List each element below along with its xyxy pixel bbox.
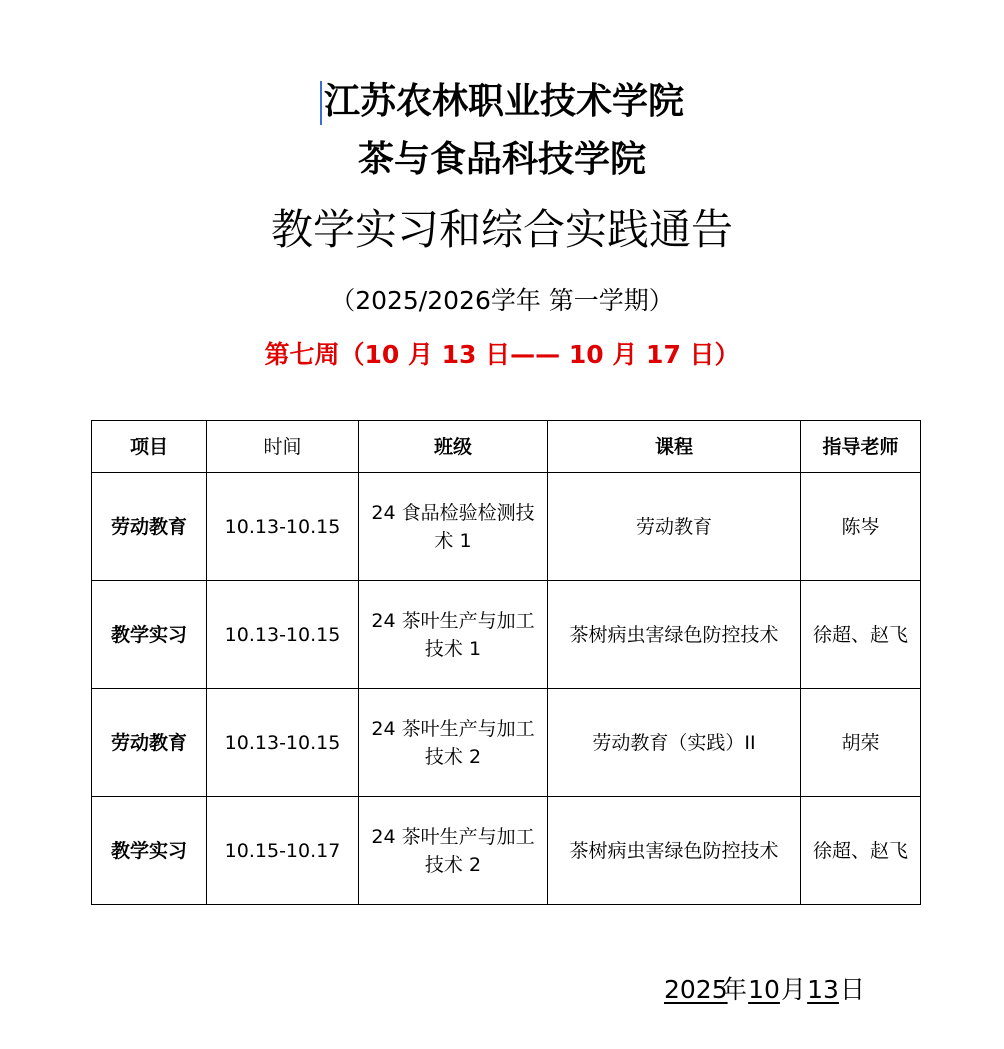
school-name-heading (0, 78, 1004, 126)
column-header-class: 班级 (359, 421, 548, 473)
cell-teacher: 徐超、赵飞 (801, 581, 921, 689)
cell-project: 劳动教育 (92, 473, 207, 581)
cell-teacher: 徐超、赵飞 (801, 797, 921, 905)
table-row (92, 689, 921, 797)
cell-project: 劳动教育 (92, 689, 207, 797)
cell-project: 教学实习 (92, 581, 207, 689)
month-unit: 月 (781, 975, 807, 1004)
cell-course: 劳动教育 (548, 473, 801, 581)
academic-term: （2025/2026学年 第一学期） (330, 286, 674, 315)
column-header-teacher: 指导老师 (801, 421, 921, 473)
cell-project: 教学实习 (92, 797, 207, 905)
column-header-project: 项目 (92, 421, 207, 473)
issue-month: 10 (748, 975, 780, 1004)
school-name: 江苏农林职业技术学院 (323, 81, 684, 122)
issue-year: 2025 (664, 975, 728, 1004)
cell-course: 劳动教育（实践）II (548, 689, 801, 797)
column-header-course: 课程 (548, 421, 801, 473)
notice-title: 教学实习和综合实践通告 (270, 205, 733, 254)
cell-class: 24 茶叶生产与加工技术 2 (359, 797, 548, 905)
column-header-time: 时间 (207, 421, 359, 473)
cell-time: 10.13-10.15 (207, 473, 359, 581)
cell-course: 茶树病虫害绿色防控技术 (548, 797, 801, 905)
table-row (92, 473, 921, 581)
cell-teacher: 胡荣 (801, 689, 921, 797)
year-unit: 年 (722, 975, 748, 1004)
cell-teacher: 陈岑 (801, 473, 921, 581)
cell-class: 24 茶叶生产与加工技术 2 (359, 689, 548, 797)
issue-day: 13 (807, 975, 839, 1004)
cell-class: 24 茶叶生产与加工技术 1 (359, 581, 548, 689)
text-cursor (320, 81, 322, 125)
table-row (92, 797, 921, 905)
cell-time: 10.13-10.15 (207, 689, 359, 797)
day-unit: 日 (840, 975, 866, 1004)
table-row (92, 581, 921, 689)
issue-date (664, 972, 865, 1008)
cell-class: 24 食品检验检测技术 1 (359, 473, 548, 581)
cell-time: 10.15-10.17 (207, 797, 359, 905)
table-header-row (92, 421, 921, 473)
college-name-heading: 茶与食品科技学院 (357, 139, 646, 180)
schedule-table (91, 420, 921, 905)
cell-time: 10.13-10.15 (207, 581, 359, 689)
cell-course: 茶树病虫害绿色防控技术 (548, 581, 801, 689)
week-range: 第七周（10 月 13 日—— 10 月 17 日） (264, 340, 740, 369)
